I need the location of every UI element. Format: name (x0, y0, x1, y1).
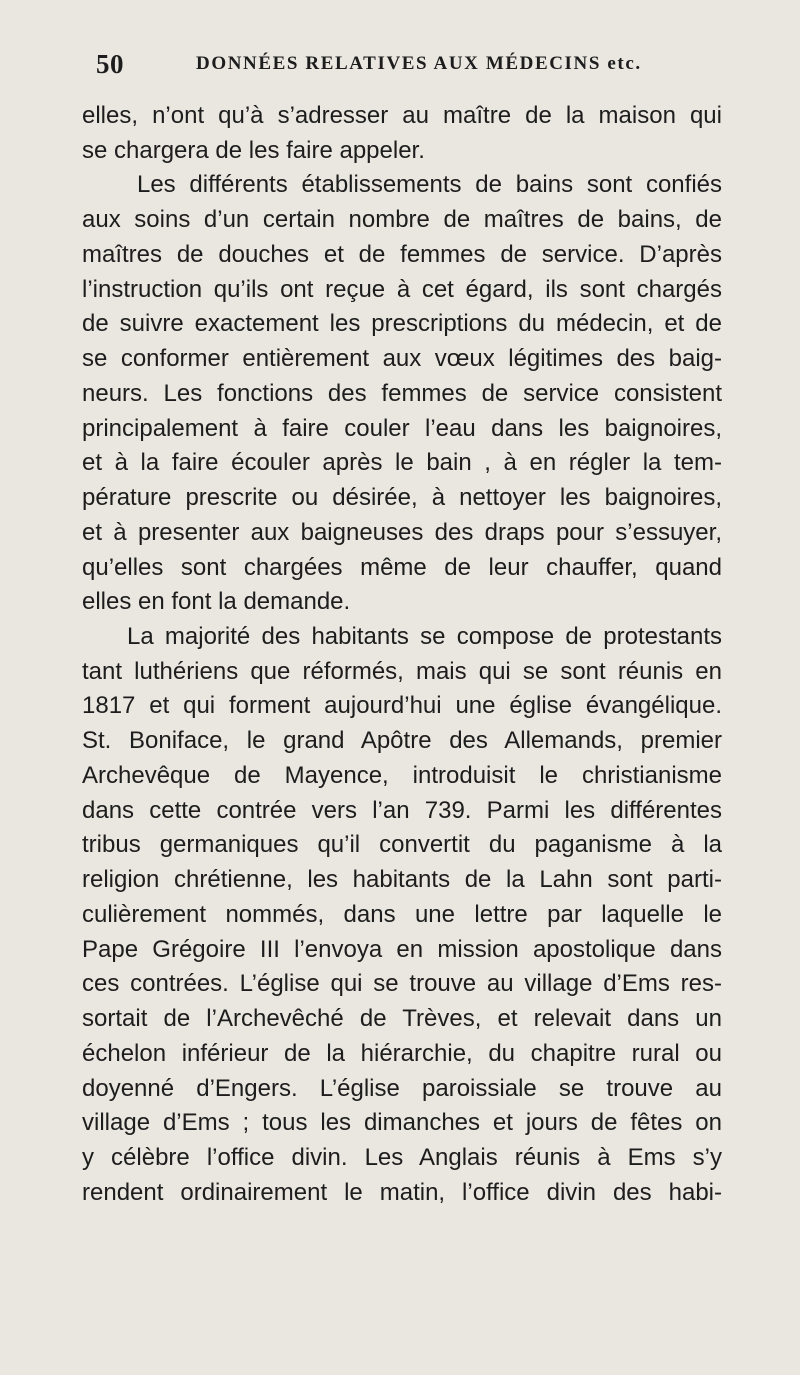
text-line: sortait de l’Archevêché de Trèves, et relevait dans un (82, 1005, 722, 1033)
text-line: dans cette contrée vers l’an 739. Parmi les différentes (82, 796, 722, 824)
running-head (96, 46, 716, 82)
text-line: maîtres de douches et de femmes de service. D’après (82, 240, 722, 268)
text-line: village d’Ems ; tous les dimanches et jours de fêtes on (82, 1109, 722, 1137)
text-line: de suivre exactement les prescriptions du médecin, et de (82, 310, 722, 338)
page-number: 50 (96, 49, 124, 79)
text-line: qu’elles sont chargées même de leur chauffer, quand (82, 553, 722, 581)
text-line: et à presenter aux baigneuses des draps pour s’essuyer, (82, 518, 722, 546)
text-line: y célèbre l’office divin. Les Anglais réunis à Ems s’y (82, 1144, 722, 1172)
text-line: neurs. Les fonctions des femmes de service consistent (82, 379, 722, 407)
text-line: rendent ordinairement le matin, l’office divin des habi- (82, 1178, 722, 1206)
text-line: doyenné d’Engers. L’église paroissiale se trouve au (82, 1074, 722, 1102)
text-line: échelon inférieur de la hiérarchie, du chapitre rural ou (82, 1039, 722, 1067)
text-line: St. Boniface, le grand Apôtre des Allemands, premier (82, 727, 722, 755)
text-line: se chargera de les faire appeler. (82, 136, 425, 164)
text-line: l’instruction qu’ils ont reçue à cet égard, ils sont chargés (82, 275, 722, 303)
text-line: Les différents établissements de bains sont confiés (82, 171, 722, 199)
text-line: elles en font la demande. (82, 588, 351, 616)
text-line: pérature prescrite ou désirée, à nettoyer les baignoires, (82, 484, 722, 512)
text-line: et à la faire écouler après le bain , à en régler la tem- (82, 449, 722, 477)
text-line: 1817 et qui forment aujourd’hui une église évangélique. (82, 692, 722, 720)
text-line: tant luthériens que réformés, mais qui se sont réunis en (82, 657, 722, 685)
text-line: Archevêque de Mayence, introduisit le christianisme (82, 761, 722, 789)
text-line: se conformer entièrement aux vœux légitimes des baig- (82, 345, 722, 373)
text-line: ces contrées. L’église qui se trouve au village d’Ems res- (82, 970, 722, 998)
running-head-title: DONNÉES RELATIVES AUX MÉDECINS etc. (196, 53, 642, 74)
text-line: aux soins d’un certain nombre de maîtres de bains, de (82, 206, 722, 234)
body-text (82, 99, 722, 1211)
text-line: culièrement nommés, dans une lettre par laquelle le (82, 900, 722, 928)
text-line: principalement à faire couler l’eau dans les baignoires, (82, 414, 722, 442)
text-line: elles, n’ont qu’à s’adresser au maître de la maison qui (82, 102, 722, 129)
text-line: religion chrétienne, les habitants de la Lahn sont parti- (82, 866, 722, 894)
text-line: La majorité des habitants se compose de protestants (82, 623, 722, 651)
text-line: Pape Grégoire III l’envoya en mission apostolique dans (82, 935, 722, 963)
text-line: tribus germaniques qu’il convertit du paganisme à la (82, 831, 722, 859)
